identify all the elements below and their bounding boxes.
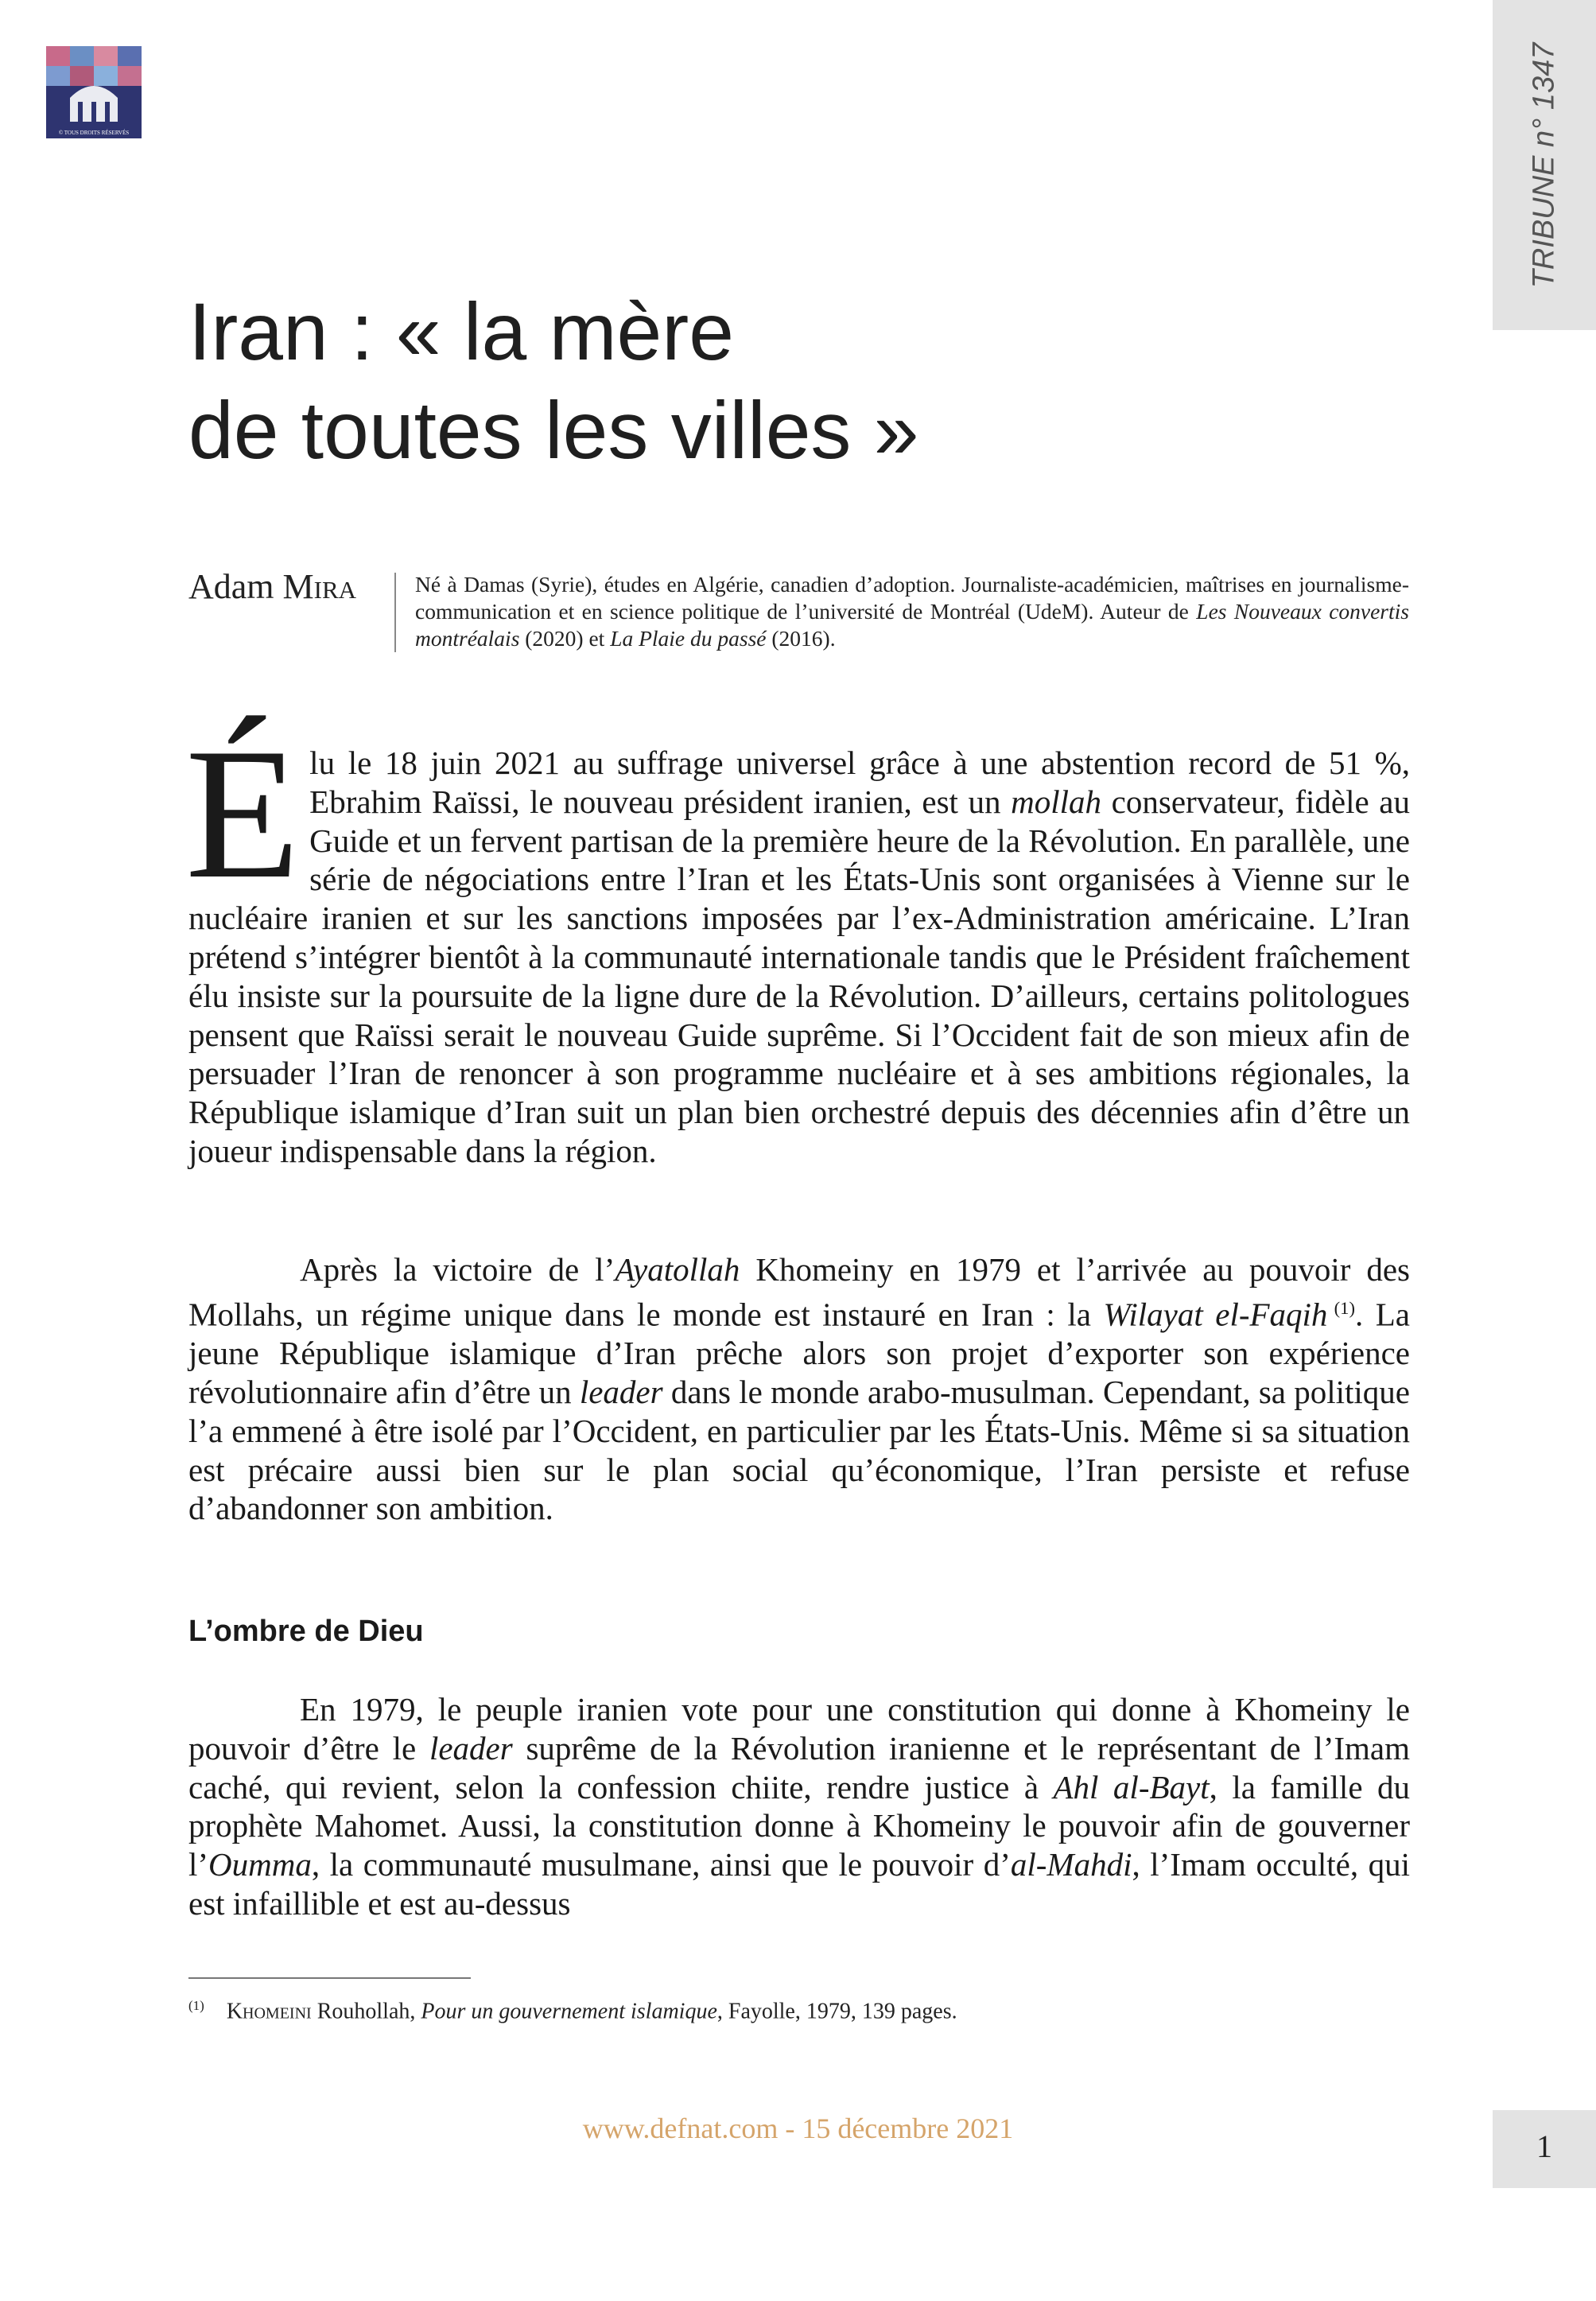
footnote-number: (1) bbox=[188, 1998, 204, 2013]
publication-logo bbox=[46, 46, 142, 138]
italic-term: leader bbox=[429, 1729, 513, 1767]
bio-text: (2020) et bbox=[519, 626, 611, 651]
paragraph-text: Khomeiny en 1979 et l’arrivée au pouvoir des Mollahs, un régime unique dans le monde est instauré en Iran : la bbox=[188, 1251, 1411, 1333]
bio-divider bbox=[394, 573, 396, 652]
italic-term: al-Mahdi bbox=[1010, 1846, 1132, 1883]
section-heading: L’ombre de Dieu bbox=[188, 1615, 424, 1648]
paragraph-2 bbox=[188, 1250, 1410, 1528]
footnote-text: , Fayolle, 1979, 139 pages. bbox=[716, 1999, 957, 2024]
page-number: 1 bbox=[1536, 2128, 1552, 2164]
italic-term: Ahl al-Bayt bbox=[1053, 1768, 1210, 1805]
footer-site-date[interactable]: www.defnat.com - 15 décembre 2021 bbox=[582, 2112, 1014, 2144]
paragraph-text: , la communauté musulmane, ainsi que le pouvoir d’ bbox=[311, 1846, 1011, 1883]
footnote-reference[interactable]: (1) bbox=[1334, 1297, 1355, 1318]
italic-term: Wilayat el-Faqih bbox=[1103, 1296, 1328, 1333]
bio-book-title: La Plaie du passé bbox=[610, 626, 767, 651]
paragraph-text: , l’Imam occulté, qui est infaillible et est au-dessus bbox=[188, 1846, 1410, 1922]
logo-caption: © TOUS DROITS RÉSERVÉS bbox=[58, 130, 130, 136]
footnote-work-title: Pour un gouvernement islamique bbox=[421, 1999, 717, 2024]
italic-term: mollah bbox=[1011, 783, 1102, 820]
bio-text: (2016). bbox=[766, 626, 836, 651]
paragraph-text: Après la victoire de l’ bbox=[300, 1251, 615, 1288]
paragraph-text: lu le 18 juin 2021 au suffrage universel grâce à une abstention record de 51 %, Ebrahim Raïssi, le nouveau président iranien, est un bbox=[309, 744, 1410, 820]
title-line-2: de toutes les villes » bbox=[188, 385, 919, 476]
page-number-box bbox=[1493, 2110, 1596, 2188]
paragraph-text: . La jeune République islamique d’Iran prêche alors son projet d’exporter son expérience révolutionnaire afin d’être un bbox=[188, 1296, 1410, 1411]
footnote-author: Khomeini bbox=[226, 1999, 312, 2024]
drop-cap: É bbox=[185, 710, 301, 918]
paragraph-3 bbox=[188, 1690, 1410, 1923]
author-bio bbox=[415, 571, 1409, 652]
paragraph-text: conservateur, fidèle au Guide et un fervent partisan de la première heure de la Révolution. En parallèle, une série de négociations entre l’Iran et les États-Unis sont organisées à Vienne sur le nucléaire iranien et sur les sanctions imposées par l’ex-Administration américaine. L’Iran prétend s’intégrer bientôt à la communauté internationale tandis que le Président fraîchement élu insiste sur la poursuite de la ligne dure de la Révolution. D’ailleurs, certains politologues pensent que Raïssi serait le nouveau Guide suprême. Si l’Occident fait de son mieux afin de persuader l’Iran de renoncer à son programme nucléaire et à ses ambitions régionales, la République islamique d’Iran suit un plan bien orchestré depuis des décennies afin d’être un joueur indispensable dans la région. bbox=[188, 783, 1410, 1169]
bio-text: Né à Damas (Syrie), études en Algérie, canadien d’adoption. Journaliste-académicien, maîtrises en journalisme-communication et en science politique de l’université de Montréal (UdeM). Auteur de bbox=[415, 572, 1409, 624]
logo-building-icon bbox=[46, 46, 142, 138]
footnote-divider bbox=[188, 1977, 471, 1979]
paragraph-text: , la famille du prophète Mahomet. Aussi, la constitution donne à Khomeiny le pouvoir afin de gouverner l’ bbox=[188, 1768, 1410, 1883]
article-title bbox=[188, 282, 1381, 480]
tribune-label: TRIBUNE n° 1347 bbox=[1527, 42, 1561, 289]
footnote-1 bbox=[188, 1992, 1410, 2025]
title-line-1: Iran : « la mère bbox=[188, 286, 734, 377]
bio-book-title: Les Nouveaux convertis montréalais bbox=[415, 599, 1409, 651]
italic-term: Oumma bbox=[208, 1846, 312, 1883]
paragraph-text: suprême de la Révolution iranienne et le représentant de l’Imam caché, qui revient, selon la confession chiite, rendre justice à bbox=[188, 1729, 1410, 1805]
italic-term: Ayatollah bbox=[615, 1251, 740, 1288]
author-name bbox=[188, 566, 356, 607]
paragraph-text: dans le monde arabo-musulman. Cependant, sa politique l’a emmené à être isolé par l’Occident, en particulier par les États-Unis. Même si sa situation est précaire aussi bien sur le plan social qu’économique, l’Iran persiste et refuse d’abandonner son ambition. bbox=[188, 1374, 1410, 1527]
author-last-name: Mira bbox=[282, 567, 357, 606]
italic-term: leader bbox=[579, 1374, 663, 1411]
footnote-text: Rouhollah, bbox=[311, 1999, 421, 2024]
paragraph-text: En 1979, le peuple iranien vote pour une constitution qui donne à Khomeiny le pouvoir d’être le bbox=[188, 1691, 1410, 1767]
paragraph-1 bbox=[185, 710, 1410, 1171]
tribune-side-tab bbox=[1493, 0, 1596, 330]
author-first-name: Adam bbox=[188, 567, 274, 606]
